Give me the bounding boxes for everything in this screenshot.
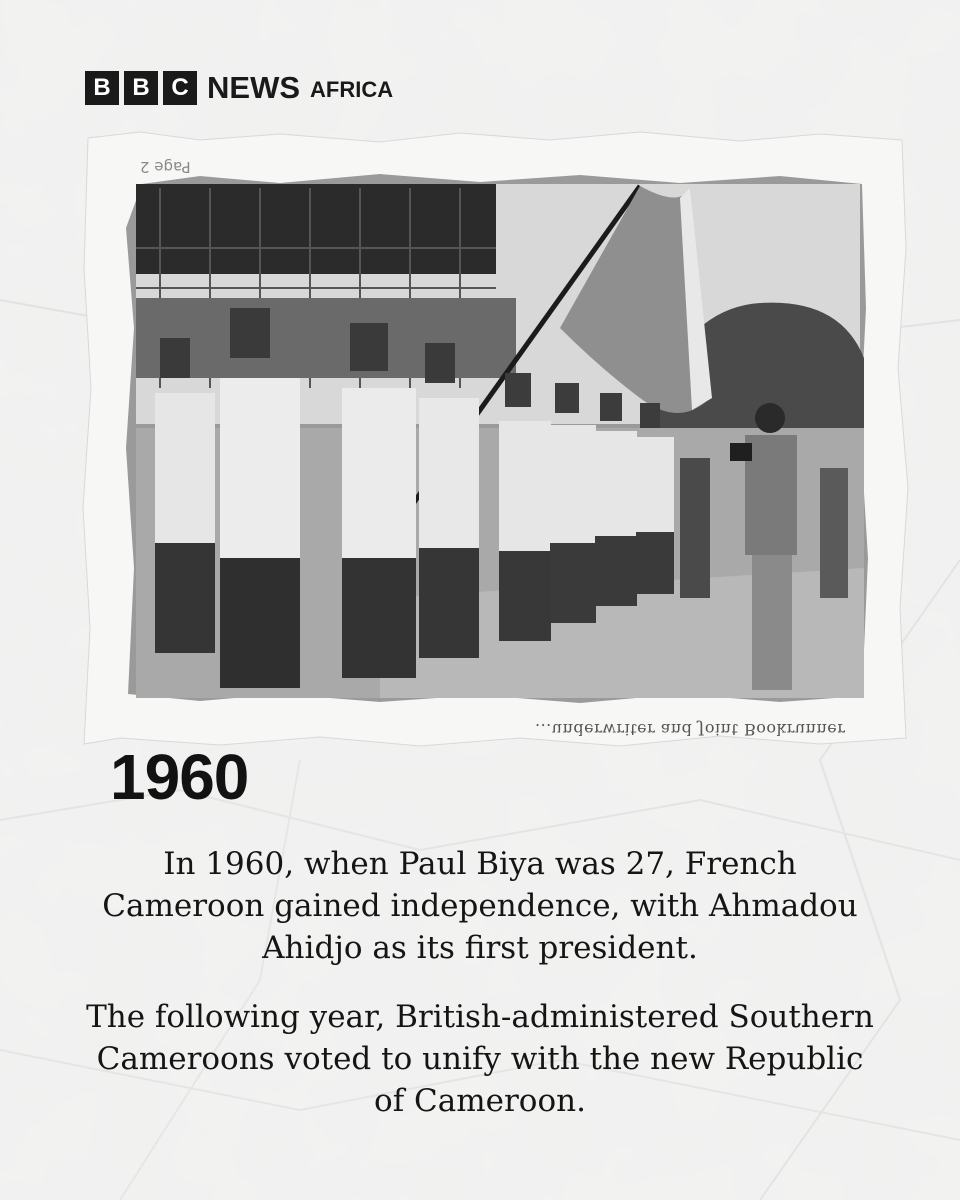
bbc-logo-block-1: B xyxy=(85,71,119,105)
body-paragraph-2: The following year, British-administered Southern Cameroons voted to unify with the new Republic of Cameroon. xyxy=(86,999,874,1119)
bbc-news-africa-logo xyxy=(85,70,393,106)
logo-news-text: NEWS xyxy=(207,70,300,105)
archival-photo-clipping xyxy=(80,128,910,750)
bbc-logo-block-3: C xyxy=(163,71,197,105)
logo-region-text: AFRICA xyxy=(310,76,394,102)
mirrored-caption-fragment: ...underwriter and Joint Bookrunner xyxy=(535,720,846,739)
year-heading: 1960 xyxy=(110,741,249,813)
body-paragraph-1: In 1960, when Paul Biya was 27, French Cameroon gained independence, with Ahmadou Ahidjo as its first president. xyxy=(102,846,858,966)
page-number-mark: Page 2 xyxy=(140,158,191,176)
bbc-logo-block-2: B xyxy=(124,71,158,105)
